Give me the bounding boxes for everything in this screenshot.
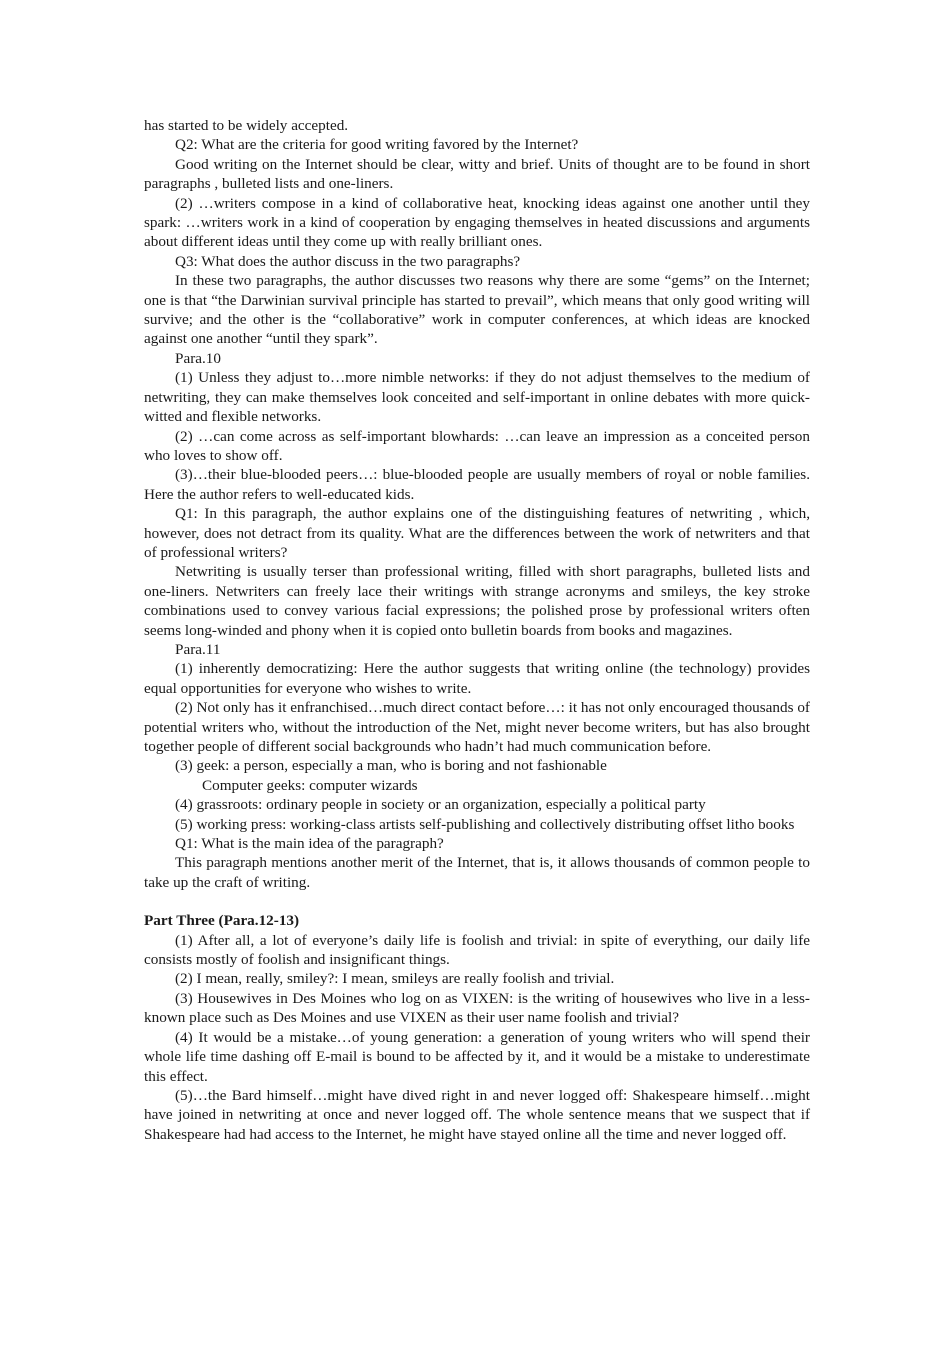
paragraph: (5)…the Bard himself…might have dived right in and never logged off: Shakespeare himself…might have joined in netwriting at once and never logged off. The whole sentence means that we suspect that if Shakespeare had had access to the Internet, he might have stayed online all the time and never logged off.: [144, 1086, 810, 1143]
paragraph: (3) Housewives in Des Moines who log on as VIXEN: is the writing of housewives who live in a less-known place such as Des Moines and use VIXEN as their user name foolish and trivial?: [144, 989, 810, 1027]
paragraph: This paragraph mentions another merit of the Internet, that is, it allows thousands of common people to take up the craft of writing.: [144, 854, 810, 891]
paragraph: Para.10: [175, 349, 221, 367]
paragraph: (4) It would be a mistake…of young generation: a generation of young writers who will spend their whole life time dashing off E-mail is bound to be affected by it, and it would be a mistake to underestimate this effect.: [144, 1028, 810, 1085]
paragraph: (2) I mean, really, smiley?: I mean, smileys are really foolish and trivial.: [175, 970, 615, 988]
paragraph: Q3: What does the author discuss in the two paragraphs?: [175, 252, 521, 270]
paragraph: (1) Unless they adjust to…more nimble networks: if they do not adjust themselves to the medium of netwriting, they can make themselves look conceited and self-important in online debates with more quick-witted and flexible networks.: [144, 369, 810, 426]
paragraph: (1) inherently democratizing: Here the author suggests that writing online (the technology) provides equal opportunities for everyone who wishes to write.: [144, 660, 810, 697]
paragraph: (4) grassroots: ordinary people in society or an organization, especially a political party: [175, 796, 706, 814]
document-page: [144, 116, 810, 1144]
paragraph: Para.11: [175, 640, 221, 658]
paragraph: (5) working press: working-class artists self-publishing and collectively distributing offset litho books: [175, 815, 795, 833]
paragraph: (3) geek: a person, especially a man, who is boring and not fashionable: [175, 757, 607, 775]
section-heading: Part Three (Para.12-13): [144, 912, 300, 930]
paragraph: (2) Not only has it enfranchised…much direct contact before…: it has not only encouraged thousands of potential writers who, without the introduction of the Net, might never become writers, but has also brought together people of different social backgrounds who hadn’t had much communication before.: [144, 699, 810, 755]
paragraph: Q1: In this paragraph, the author explains one of the distinguishing features of netwriting , which, however, does not detract from its quality. What are the differences between the work of netwriters and that of professional writers?: [144, 505, 810, 561]
paragraph: Q1: What is the main idea of the paragraph?: [175, 835, 444, 853]
paragraph: Good writing on the Internet should be clear, witty and brief. Units of thought are to be found in short paragraphs , bulleted lists and one-liners.: [144, 155, 810, 193]
paragraph: (1) After all, a lot of everyone’s daily life is foolish and trivial: in spite of everything, our daily life consists mostly of foolish and insignificant things.: [144, 931, 810, 969]
paragraph: Q2: What are the criteria for good writing favored by the Internet?: [175, 136, 579, 154]
paragraph: Computer geeks: computer wizards: [202, 776, 418, 794]
paragraph: In these two paragraphs, the author discusses two reasons why there are some “gems” on the Internet; one is that “the Darwinian survival principle has started to prevail”, which means that only good writing will survive; and the other is the “collaborative” work in computer conferences, at which ideas are knocked against one another “until they spark”.: [144, 272, 810, 348]
paragraph: (2) …writers compose in a kind of collaborative heat, knocking ideas against one another until they spark: …writers work in a kind of cooperation by engaging themselves in heated discussions and arguments about different ideas until they come up with really brilliant ones.: [144, 194, 810, 251]
paragraph: (2) …can come across as self-important blowhards: …can leave an impression as a conceited person who loves to show off.: [144, 427, 810, 464]
paragraph: (3)…their blue-blooded peers…: blue-blooded people are usually members of royal or noble families. Here the author refers to well-educated kids.: [144, 466, 810, 503]
paragraph: Netwriting is usually terser than professional writing, filled with short paragraphs, bulleted lists and one-liners. Netwriters can freely lace their writings with strange acronyms and smileys, the key stroke combinations used to convey various facial expressions; the polished prose by professional writers often seems long-winded and phony when it is copied onto bulletin boards from books and magazines.: [144, 563, 810, 639]
paragraph: has started to be widely accepted.: [144, 117, 349, 134]
